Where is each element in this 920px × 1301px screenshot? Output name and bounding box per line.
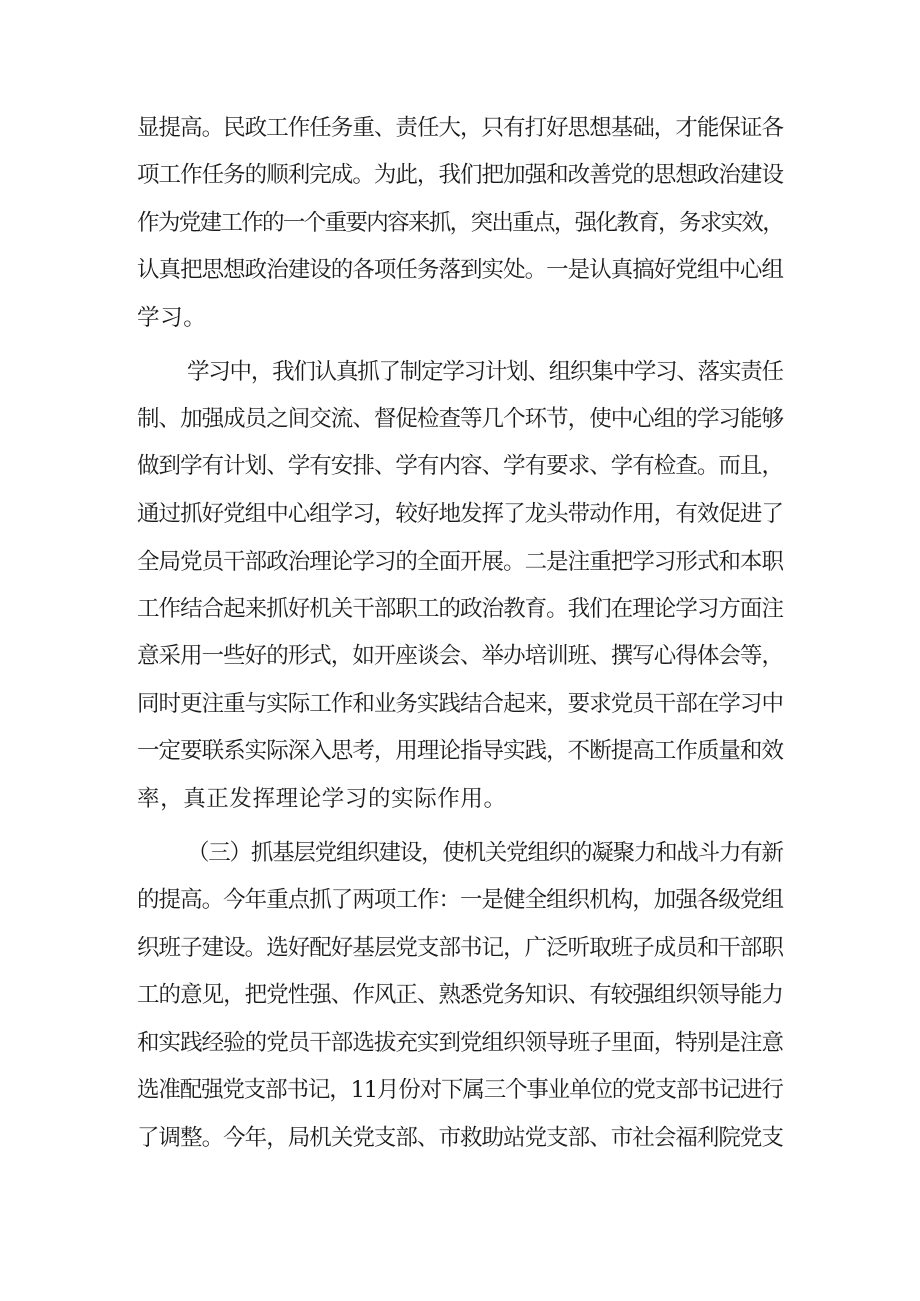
text-line: 认真把思想政治建设的各项任务落到实处。一是认真搞好党组中心组: [137, 257, 784, 283]
text-line: 工的意见，把党性强、作风正、熟悉党务知识、有较强组织领导能力: [137, 982, 784, 1008]
text-line: 意采用一些好的形式，如开座谈会、举办培训班、撰写心得体会等，: [137, 643, 784, 669]
text-line: 全局党员干部政治理论学习的全面开展。二是注重把学习形式和本职: [137, 549, 784, 575]
text-line: 同时更注重与实际工作和业务实践结合起来，要求党员干部在学习中: [137, 691, 784, 717]
text-line: 选准配强党支部书记，11月份对下属三个事业单位的党支部书记进行: [137, 1077, 783, 1103]
text-line: 项工作任务的顺利完成。为此，我们把加强和改善党的思想政治建设: [137, 162, 784, 188]
text-line: 作为党建工作的一个重要内容来抓，突出重点，强化教育，务求实效，: [137, 210, 784, 236]
text-line: 通过抓好党组中心组学习，较好地发挥了龙头带动作用，有效促进了: [137, 501, 784, 527]
text-line: 率，真正发挥理论学习的实际作用。: [137, 786, 507, 812]
section-heading-line: （三）抓基层党组织建设，使机关党组织的凝聚力和战斗力有新: [187, 840, 783, 866]
text-line: 显提高。民政工作任务重、责任大，只有打好思想基础，才能保证各: [137, 115, 784, 141]
paragraph-first-line: 学习中，我们认真抓了制定学习计划、组织集中学习、落实责任: [187, 359, 783, 385]
text-line: 和实践经验的党员干部选拔充实到党组织领导班子里面，特别是注意: [137, 1030, 784, 1056]
text-line: 的提高。今年重点抓了两项工作：一是健全组织机构，加强各级党组: [137, 887, 784, 913]
text-line: 工作结合起来抓好机关干部职工的政治教育。我们在理论学习方面注: [137, 596, 784, 622]
text-line: 制、加强成员之间交流、督促检查等几个环节，使中心组的学习能够: [137, 406, 784, 432]
text-line: 一定要联系实际深入思考，用理论指导实践，不断提高工作质量和效: [137, 738, 784, 764]
text-line: 学习。: [137, 305, 207, 331]
text-line: 了调整。今年，局机关党支部、市救助站党支部、市社会福利院党支: [137, 1125, 784, 1151]
text-line: 织班子建设。选好配好基层党支部书记，广泛听取班子成员和干部职: [137, 935, 784, 961]
text-line: 做到学有计划、学有安排、学有内容、学有要求、学有检查。而且，: [137, 453, 784, 479]
